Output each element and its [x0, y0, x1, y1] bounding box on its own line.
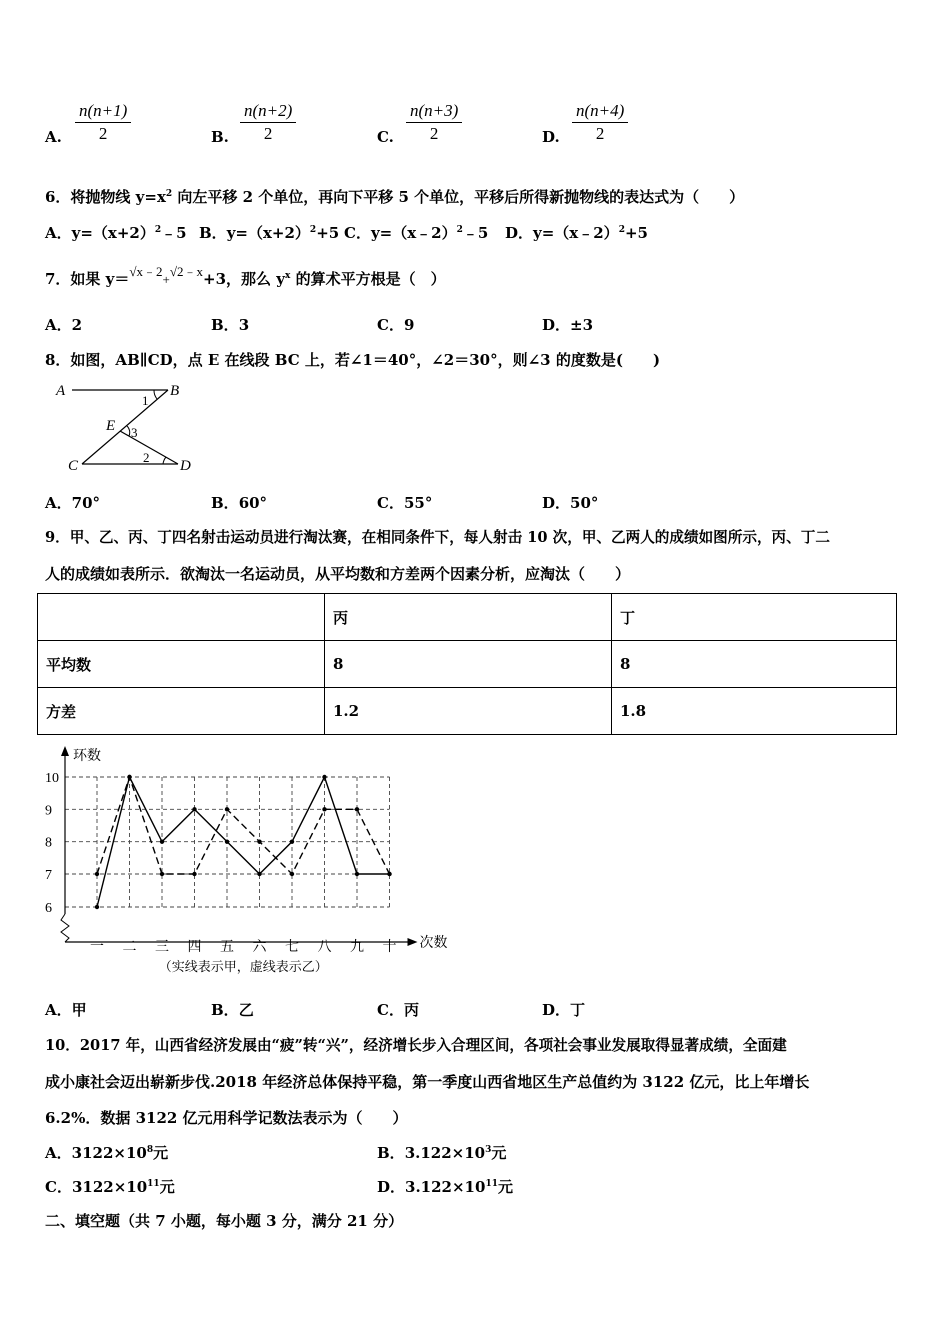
q8-option-b: B．60° — [211, 494, 268, 512]
label-a: A — [56, 383, 66, 399]
q9-stem-line2: 人的成绩如表所示．欲淘汰一名运动员，从平均数和方差两个因素分析，应淘汰（ ） — [45, 565, 631, 583]
fraction: $\frac{n(n+3)}{2}$ — [406, 100, 462, 145]
x-tick-label: 五 — [220, 939, 234, 955]
line-bc — [82, 390, 168, 464]
fraction: $\frac{n(n+4)}{2}$ — [572, 100, 628, 145]
q9-stem-line1: 9．甲、乙、丙、丁四名射击运动员进行淘汰赛，在相同条件下，每人射击 10 次，甲、乙两人的成绩如图所示，丙、丁二 — [45, 529, 830, 546]
data-point-甲 — [290, 839, 294, 843]
q8-option-a: A．70° — [45, 494, 101, 512]
table-row: 平均数 8 8 — [38, 641, 897, 688]
y-axis-arrow — [61, 746, 69, 756]
data-point-乙 — [322, 807, 326, 811]
label-e: E — [106, 418, 116, 434]
data-point-乙 — [192, 872, 196, 876]
x-tick-label: 一 — [90, 939, 104, 955]
data-point-甲 — [192, 807, 196, 811]
data-point-乙 — [160, 872, 164, 876]
y-tick-label: 10 — [45, 771, 59, 786]
option-label: B. — [211, 128, 229, 146]
q10-stem-line3: 6.2%．数据 3122 亿元用科学记数法表示为（ ） — [45, 1109, 408, 1127]
q10-stem-line2: 成小康社会迈出崭新步伐.2018 年经济总体保持平稳，第一季度山西省地区生产总值约为 3122 亿元，比上年增长 — [45, 1073, 810, 1091]
q10-option-d: D．$3.122\times 10^{11}$元 — [377, 1178, 513, 1196]
data-point-乙 — [95, 872, 99, 876]
q9-option-d: D．丁 — [542, 1001, 586, 1019]
q8-option-d: D．50° — [542, 494, 599, 512]
y-tick-label: 9 — [45, 803, 52, 819]
q9-option-c: C．丙 — [377, 1001, 419, 1019]
q6-option-c: C．y=（x﹣2）$^2$﹣5 — [344, 224, 489, 242]
data-point-乙 — [387, 872, 391, 876]
x-tick-label: 七 — [285, 939, 299, 955]
y-tick-label: 6 — [45, 901, 52, 916]
table-row: 方差 1.2 1.8 — [38, 688, 897, 735]
y-tick-label: 7 — [45, 868, 52, 883]
chart-caption: （实线表示甲，虚线表示乙） — [158, 960, 328, 975]
data-point-甲 — [322, 775, 326, 779]
q6-option-b: B．$y=(x+2)^2+5$ — [199, 224, 340, 242]
data-point-甲 — [355, 872, 359, 876]
q9-score-table — [37, 593, 897, 735]
x-tick-label: 三 — [155, 939, 169, 955]
x-tick-label: 八 — [317, 939, 332, 955]
fraction: $\frac{n(n+1)}{2}$ — [75, 100, 131, 145]
data-point-乙 — [355, 807, 359, 811]
label-b: B — [170, 383, 180, 399]
label-c: C — [68, 458, 79, 474]
label-angle-3: 3 — [131, 425, 138, 440]
q10-stem-line1: 10．2017 年，山西省经济发展由“疲”转“兴”，经济增长步入合理区间，各项社会事业发展取得显著成绩，全面建 — [45, 1037, 787, 1054]
data-point-乙 — [127, 775, 131, 779]
option-label: A. — [45, 128, 62, 146]
option-label: C. — [377, 128, 394, 146]
q6-option-d: D．y=（x﹣2）$^2$+5 — [505, 224, 648, 242]
x-axis-label: 次数 — [419, 935, 448, 951]
data-point-甲 — [160, 839, 164, 843]
data-point-甲 — [95, 905, 99, 909]
data-point-甲 — [225, 839, 229, 843]
x-tick-label: 十 — [382, 939, 397, 955]
q6-stem: 6．将抛物线 $y=x^2$ 向左平移 2 个单位，再向下平移 5 个单位，平移后所得新抛物线的表达式为（ ） — [45, 188, 745, 206]
x-tick-label: 九 — [350, 939, 364, 955]
x-tick-label: 二 — [122, 939, 137, 955]
arc-1 — [154, 390, 157, 399]
arc-2 — [163, 457, 166, 464]
table-header-row: 丙 丁 — [38, 594, 897, 641]
axis-break — [61, 914, 69, 942]
q7-option-b: B．3 — [211, 316, 250, 334]
q7-stem: 7．如果 y＝√x﹣2+√2﹣x+3，那么 $y^x$ 的算术平方根是（ ） — [45, 264, 446, 288]
data-point-乙 — [290, 872, 294, 876]
q8-stem: 8．如图，AB∥CD，点 E 在线段 BC 上，若∠1＝40°，∠2＝30°，则∠3 的度数是( ) — [45, 351, 661, 369]
data-point-甲 — [257, 872, 261, 876]
q9-line-chart — [35, 742, 460, 982]
q8-option-c: C．55° — [377, 494, 433, 512]
data-point-乙 — [257, 839, 261, 843]
q10-option-c: C．$3122\times 10^{11}$元 — [45, 1178, 175, 1196]
data-point-乙 — [225, 807, 229, 811]
q9-option-b: B．乙 — [211, 1001, 254, 1019]
option-label: D. — [542, 128, 560, 146]
q8-geometry-figure — [50, 378, 210, 478]
arc-3 — [127, 426, 130, 436]
label-angle-1: 1 — [142, 393, 149, 408]
q10-option-a: A．$3122\times 10^8$元 — [45, 1144, 169, 1162]
x-tick-label: 四 — [187, 939, 202, 955]
y-axis-label: 环数 — [73, 748, 101, 764]
q6-option-a: A．$y=(x+2)^2﹣5$ — [45, 224, 187, 242]
q7-option-c: C．9 — [377, 316, 415, 334]
fraction: $\frac{n(n+2)}{2}$ — [240, 100, 296, 145]
q7-option-a: A．2 — [45, 316, 83, 334]
y-tick-label: 8 — [45, 835, 52, 851]
x-tick-label: 六 — [252, 939, 267, 955]
q9-option-a: A．甲 — [45, 1001, 87, 1019]
q10-option-b: B．$3.122\times 10^3$元 — [377, 1144, 507, 1162]
q7-option-d: D．±3 — [542, 316, 594, 334]
series-line-乙 — [97, 777, 390, 874]
section-2-title: 二、填空题（共 7 小题，每小题 3 分，满分 21 分） — [45, 1212, 404, 1230]
label-d: D — [180, 458, 191, 474]
label-angle-2: 2 — [143, 450, 150, 465]
x-axis-arrow — [408, 938, 418, 946]
